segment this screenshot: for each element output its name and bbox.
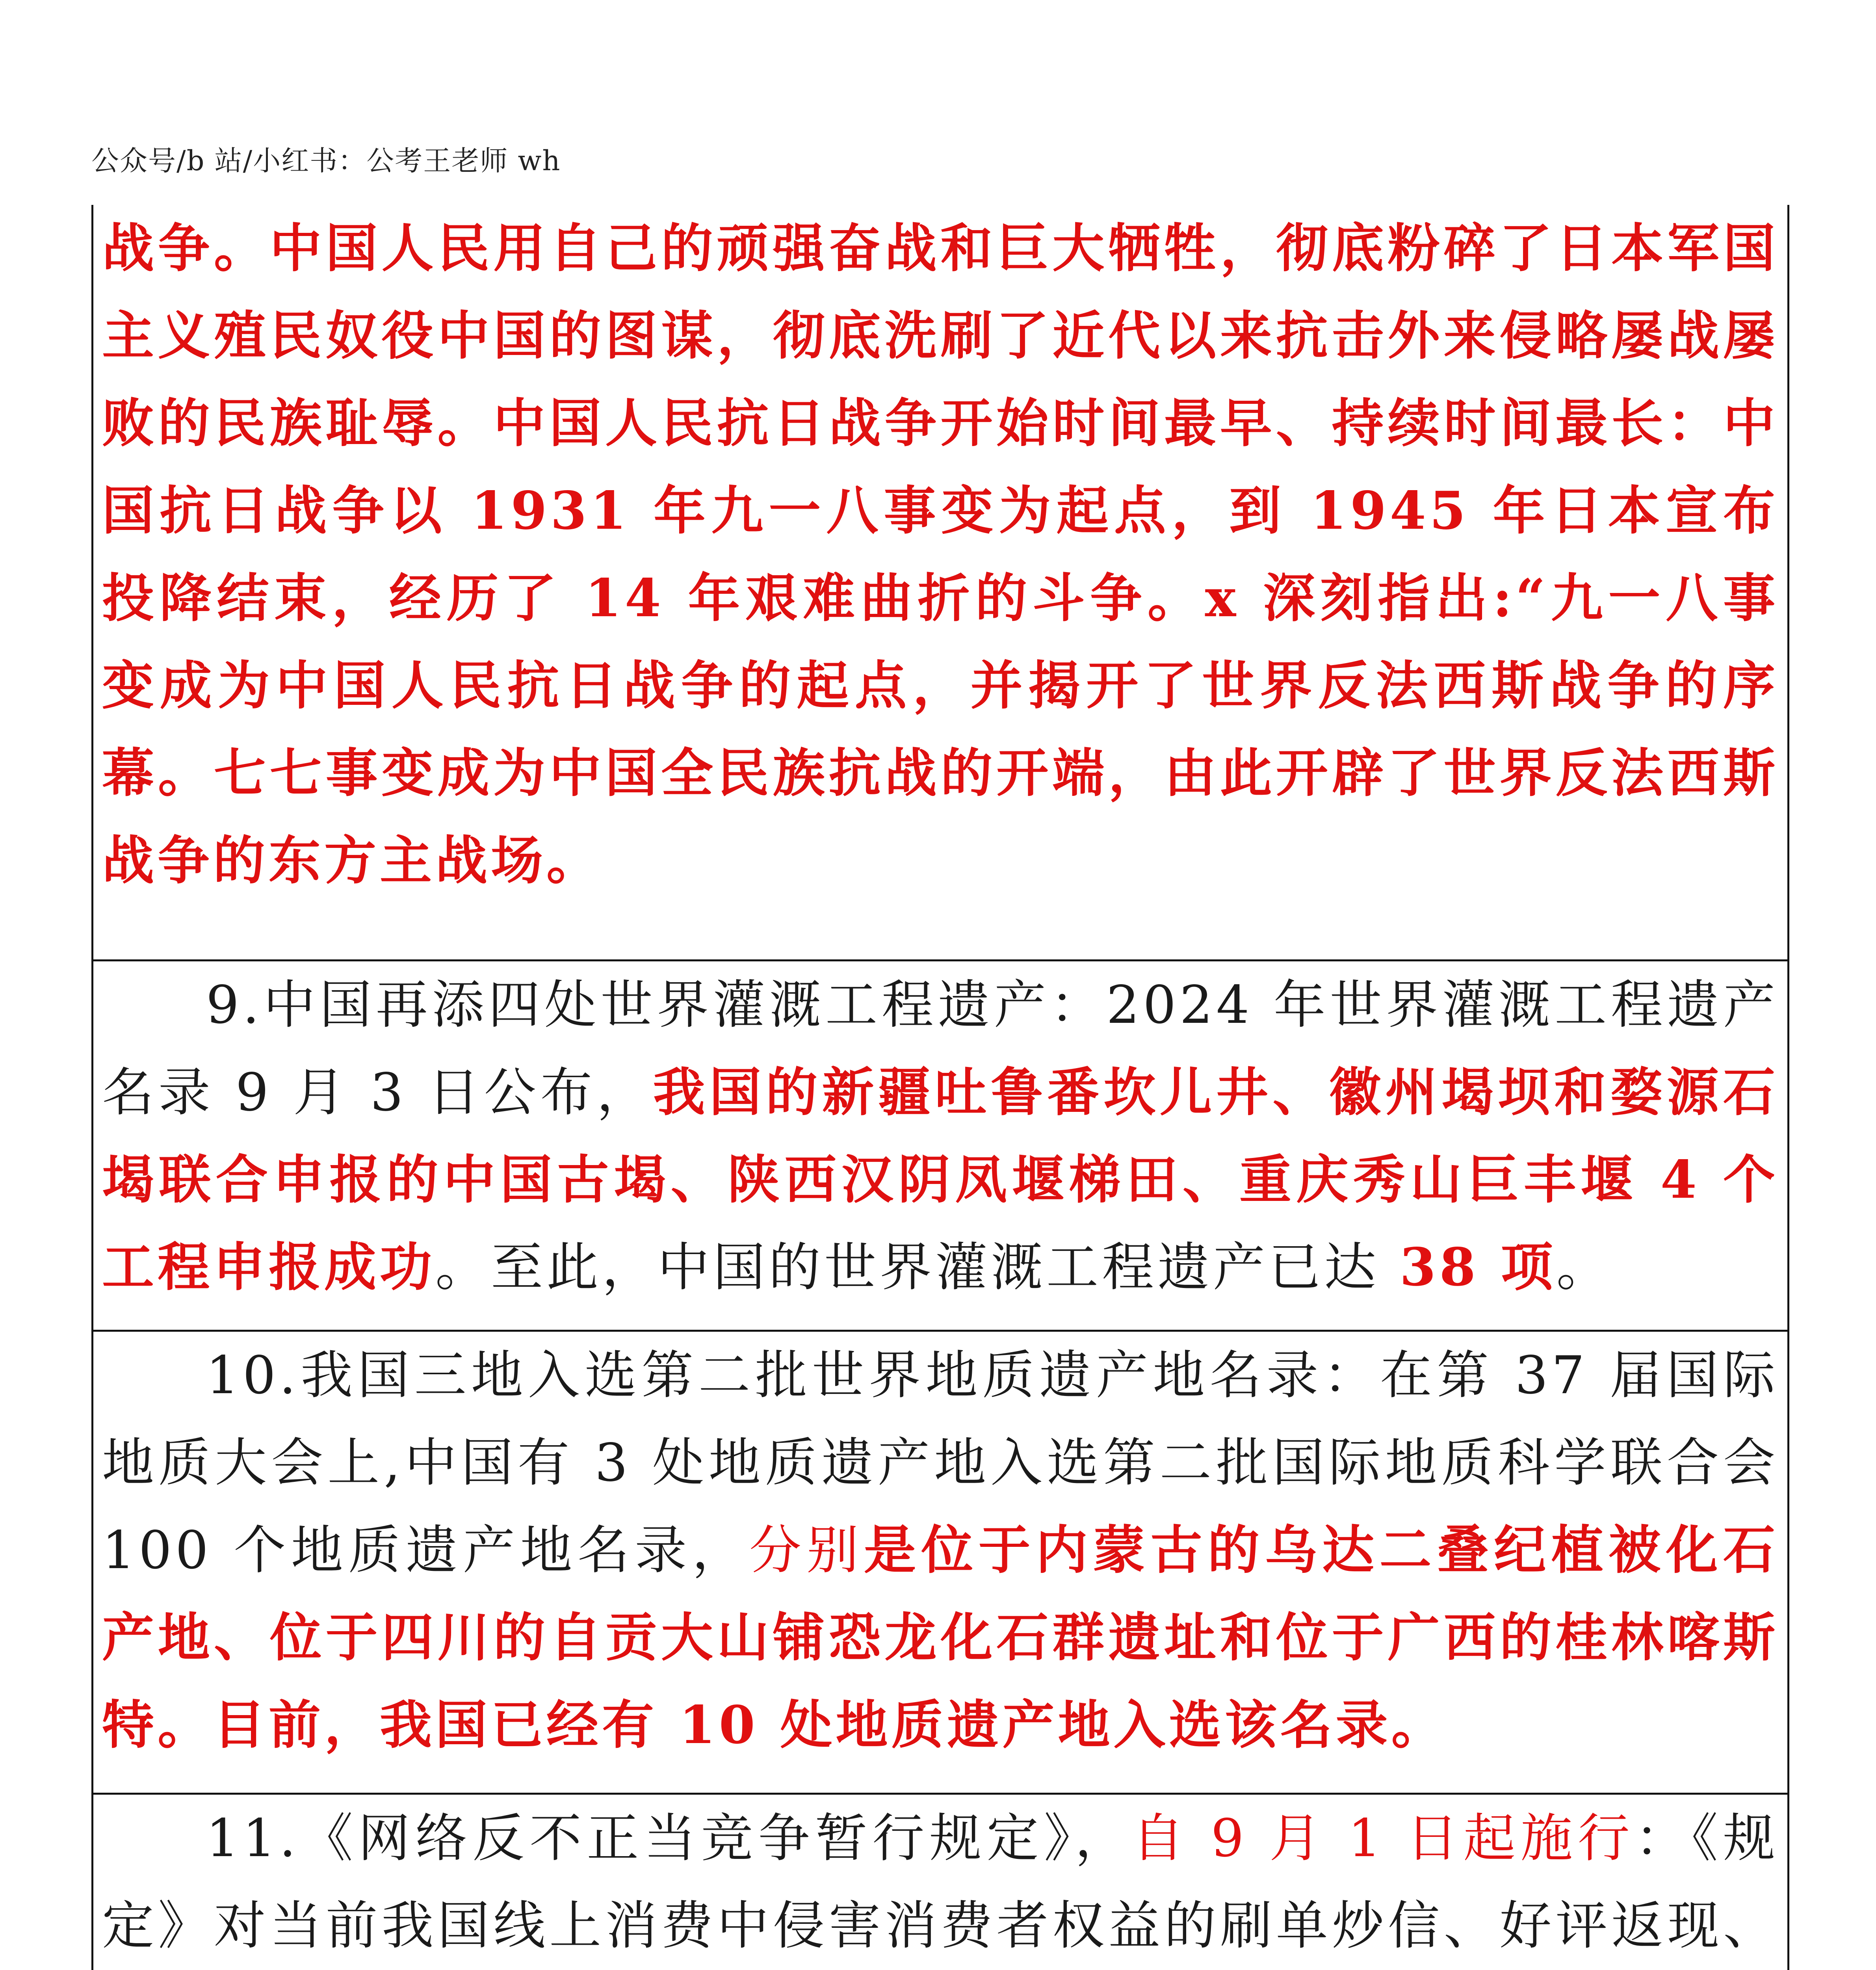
section-10-text <box>102 1332 1779 1769</box>
section-11-body: ：《规定》对当前我国线上消费中侵害消费者权益的刷单炒信、好评返现、 <box>102 1808 1779 1956</box>
section-10-highlight: 是位于内蒙古的乌达二叠纪植被化石产地、位于四川的自贡大山铺恐龙化石群遗址和位于广西的桂林喀斯特。目前，我国已经有 10 处地质遗产地入选该名录。 <box>102 1520 1779 1756</box>
section-9-middle: 。至此，中国的世界灌溉工程遗产已达 <box>435 1237 1400 1298</box>
row-section-10 <box>93 1332 1787 1793</box>
section-9-highlight: 我国的新疆吐鲁番坎儿井、徽州堨坝和婺源石堨联合申报的中国古堨、陕西汉阴凤堰梯田、重庆秀山巨丰堰 4 个工程申报成功 <box>102 1062 1779 1298</box>
section-11-text <box>102 1795 1779 1970</box>
section-11-intro: 11.《网络反不正当竞争暂行规定》， <box>206 1808 1132 1869</box>
section-9-intro: 9.中国再添四处世界灌溉工程遗产：2024 年世界灌溉工程遗产名录 9 月 3 日公布， <box>102 975 1779 1123</box>
page-header: 公众号/b 站/小红书：公考王老师 wh <box>91 145 561 177</box>
row-section-8 <box>93 205 1787 959</box>
section-9-count: 38 项 <box>1399 1237 1557 1298</box>
section-11-highlight: 自 9 月 1 日起施行 <box>1132 1808 1635 1869</box>
section-10-highlight-plain: 分别 <box>749 1520 864 1581</box>
section-10-intro: 10.我国三地入选第二批世界地质遗产地名录：在第 37 届国际地质大会上,中国有 3 处地质遗产地入选第二批国际地质科学联合会 100 个地质遗产地名录， <box>102 1345 1779 1581</box>
row-section-9 <box>93 961 1787 1330</box>
row-section-11 <box>93 1795 1787 1970</box>
section-9-text <box>102 961 1779 1311</box>
section-8-text: 战争。中国人民用自己的顽强奋战和巨大牺牲，彻底粉碎了日本军国主义殖民奴役中国的图谋，彻底洗刷了近代以来抗击外来侵略屡战屡败的民族耻辱。中国人民抗日战争开始时间最早、持续时间最长：中国抗日战争以 1931 年九一八事变为起点，到 1945 年日本宣布投降结束，经历了 14 年艰难曲折的斗争。x 深刻指出:“九一八事变成为中国人民抗日战争的起点，并揭开了世界反法西斯战争的序幕。七七事变成为中国全民族抗战的开端，由此开辟了世界反法西斯战争的东方主战场。 <box>102 218 1779 891</box>
news-table <box>91 205 1789 1970</box>
section-9-end: 。 <box>1556 1237 1612 1298</box>
